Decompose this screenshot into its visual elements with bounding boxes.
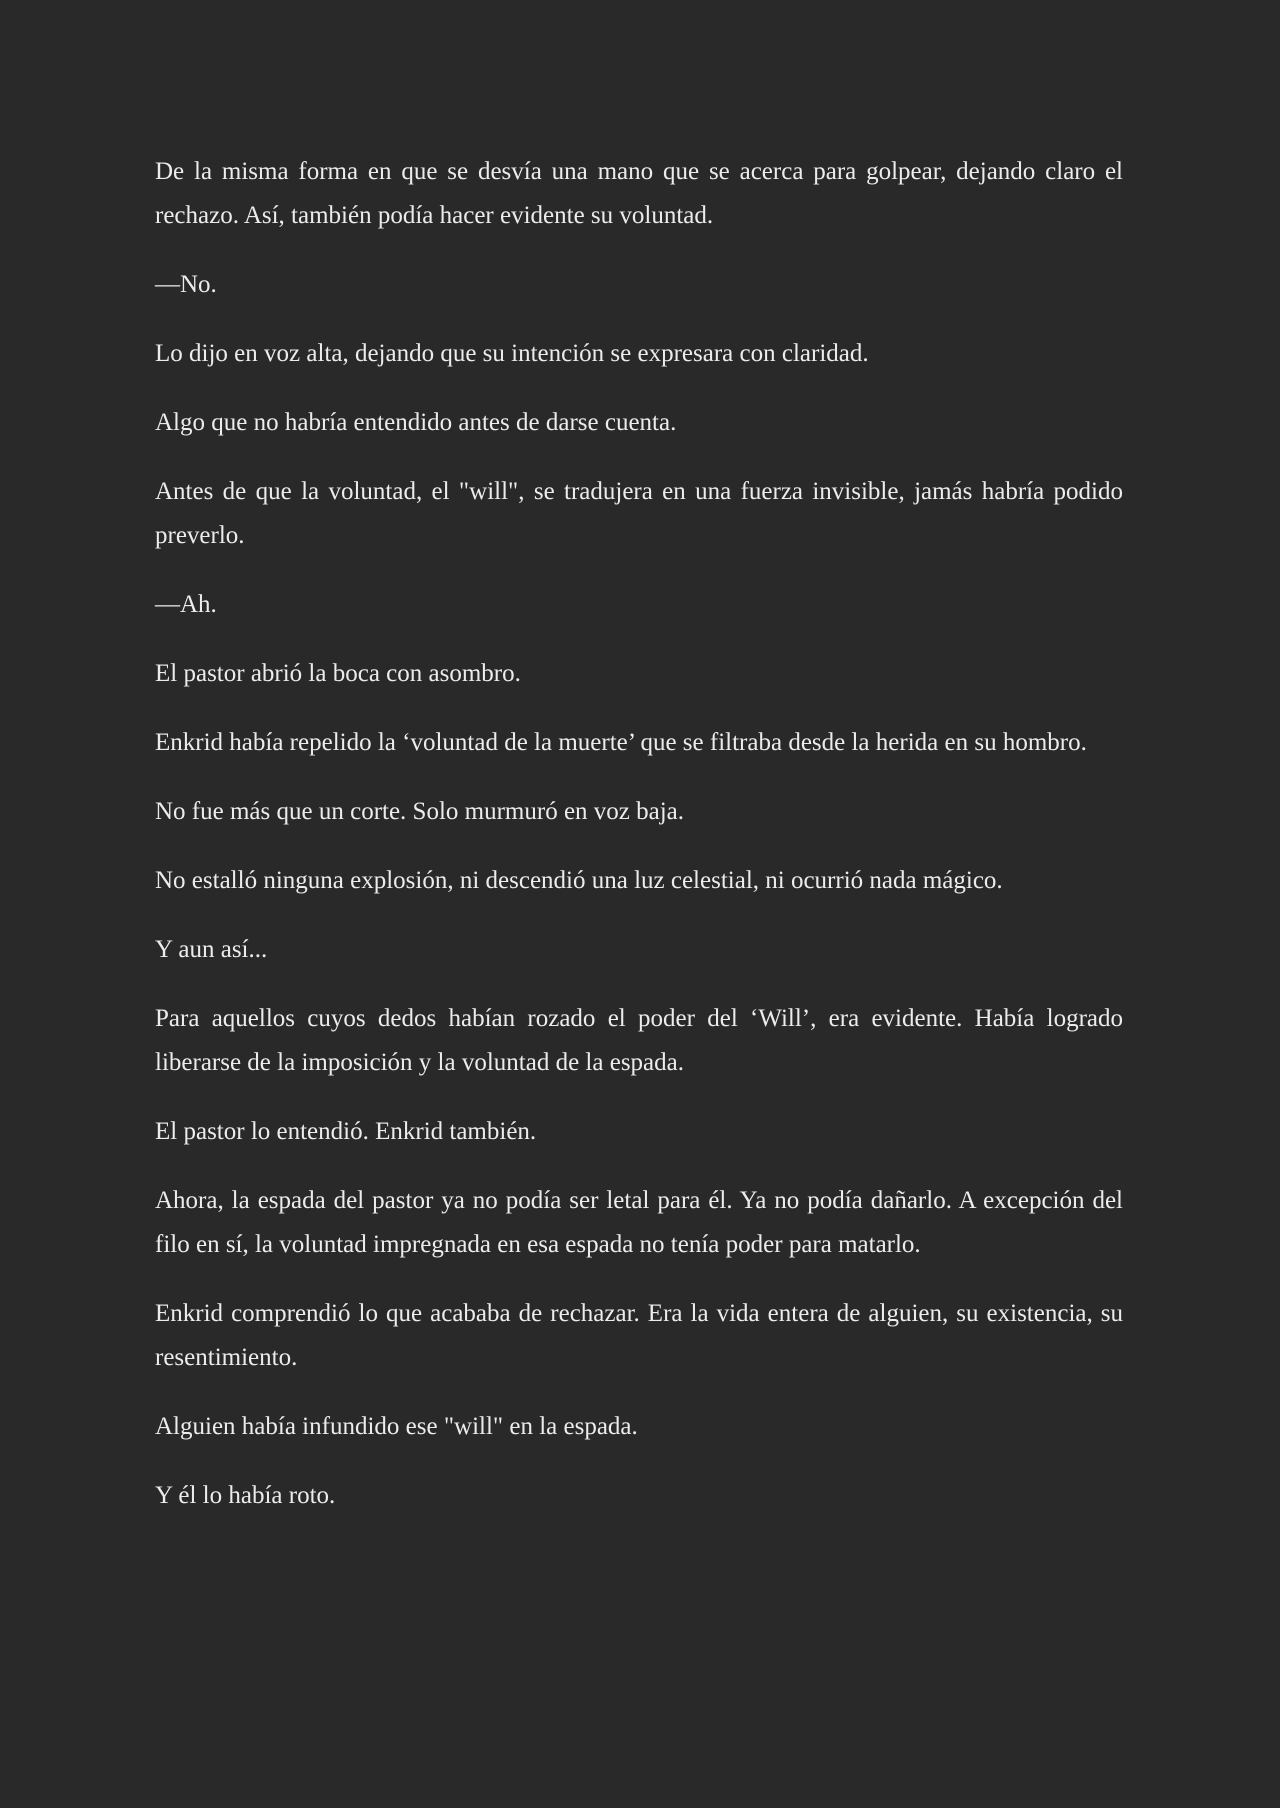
paragraph-10: No estalló ninguna explosión, ni descendió una luz celestial, ni ocurrió nada mágico. <box>155 867 1003 894</box>
paragraph-13: El pastor lo entendió. Enkrid también. <box>155 1118 537 1145</box>
paragraph-5: Antes de que la voluntad, el "will", se tradujera en una fuerza invisible, jamás habría podido preverlo. <box>155 478 1123 549</box>
paragraph-17: Y él lo había roto. <box>155 1482 336 1509</box>
paragraph-8: Enkrid había repelido la ‘voluntad de la muerte’ que se filtraba desde la herida en su hombro. <box>155 729 1087 756</box>
paragraph-7: El pastor abrió la boca con asombro. <box>155 660 521 687</box>
paragraph-6: —Ah. <box>155 591 217 618</box>
chapter-text <box>155 150 1123 1543</box>
paragraph-11: Y aun así... <box>155 936 268 963</box>
paragraph-1: De la misma forma en que se desvía una mano que se acerca para golpear, dejando claro el rechazo. Así, también podía hacer evidente su voluntad. <box>155 158 1123 229</box>
paragraph-16: Alguien había infundido ese "will" en la espada. <box>155 1413 638 1440</box>
paragraph-9: No fue más que un corte. Solo murmuró en voz baja. <box>155 798 685 825</box>
paragraph-3: Lo dijo en voz alta, dejando que su intención se expresara con claridad. <box>155 340 869 367</box>
paragraph-15: Enkrid comprendió lo que acababa de rechazar. Era la vida entera de alguien, su existencia, su resentimiento. <box>155 1300 1123 1371</box>
paragraph-12: Para aquellos cuyos dedos habían rozado el poder del ‘Will’, era evidente. Había logrado liberarse de la imposición y la voluntad de la espada. <box>155 1005 1123 1076</box>
paragraph-4: Algo que no habría entendido antes de darse cuenta. <box>155 409 677 436</box>
paragraph-14: Ahora, la espada del pastor ya no podía ser letal para él. Ya no podía dañarlo. A excepción del filo en sí, la voluntad impregnada en esa espada no tenía poder para matarlo. <box>155 1187 1123 1258</box>
paragraph-2: —No. <box>155 271 217 298</box>
